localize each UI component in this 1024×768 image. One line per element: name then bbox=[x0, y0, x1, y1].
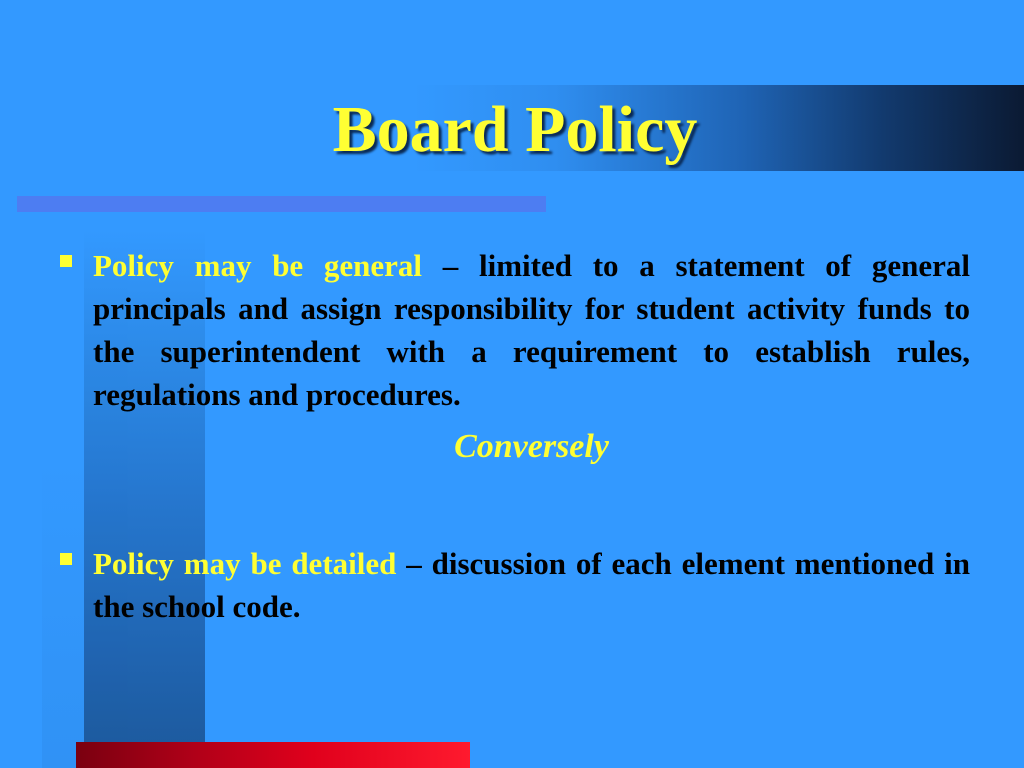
title-underline-bar bbox=[17, 196, 546, 212]
bullet-highlight: Policy may be detailed bbox=[93, 546, 397, 581]
bottom-accent-bar bbox=[76, 742, 470, 768]
slide-content bbox=[60, 244, 970, 628]
bullet-item-detailed bbox=[60, 542, 970, 628]
connector-text: Conversely bbox=[454, 428, 609, 465]
slide-title: Board Policy bbox=[332, 93, 698, 166]
bullet-text: – discussion of each element mentioned in the school code. bbox=[93, 546, 970, 624]
square-bullet-icon bbox=[60, 255, 72, 267]
spacer bbox=[60, 470, 970, 542]
bullet-item-general bbox=[60, 244, 970, 416]
square-bullet-icon bbox=[60, 553, 72, 565]
bullet-text: – limited to a statement of general principals and assign responsibility for student activity funds to the superintendent with a requirement to establish rules, regulations and procedures. bbox=[93, 248, 970, 412]
bullet-highlight: Policy may be general bbox=[93, 248, 423, 283]
